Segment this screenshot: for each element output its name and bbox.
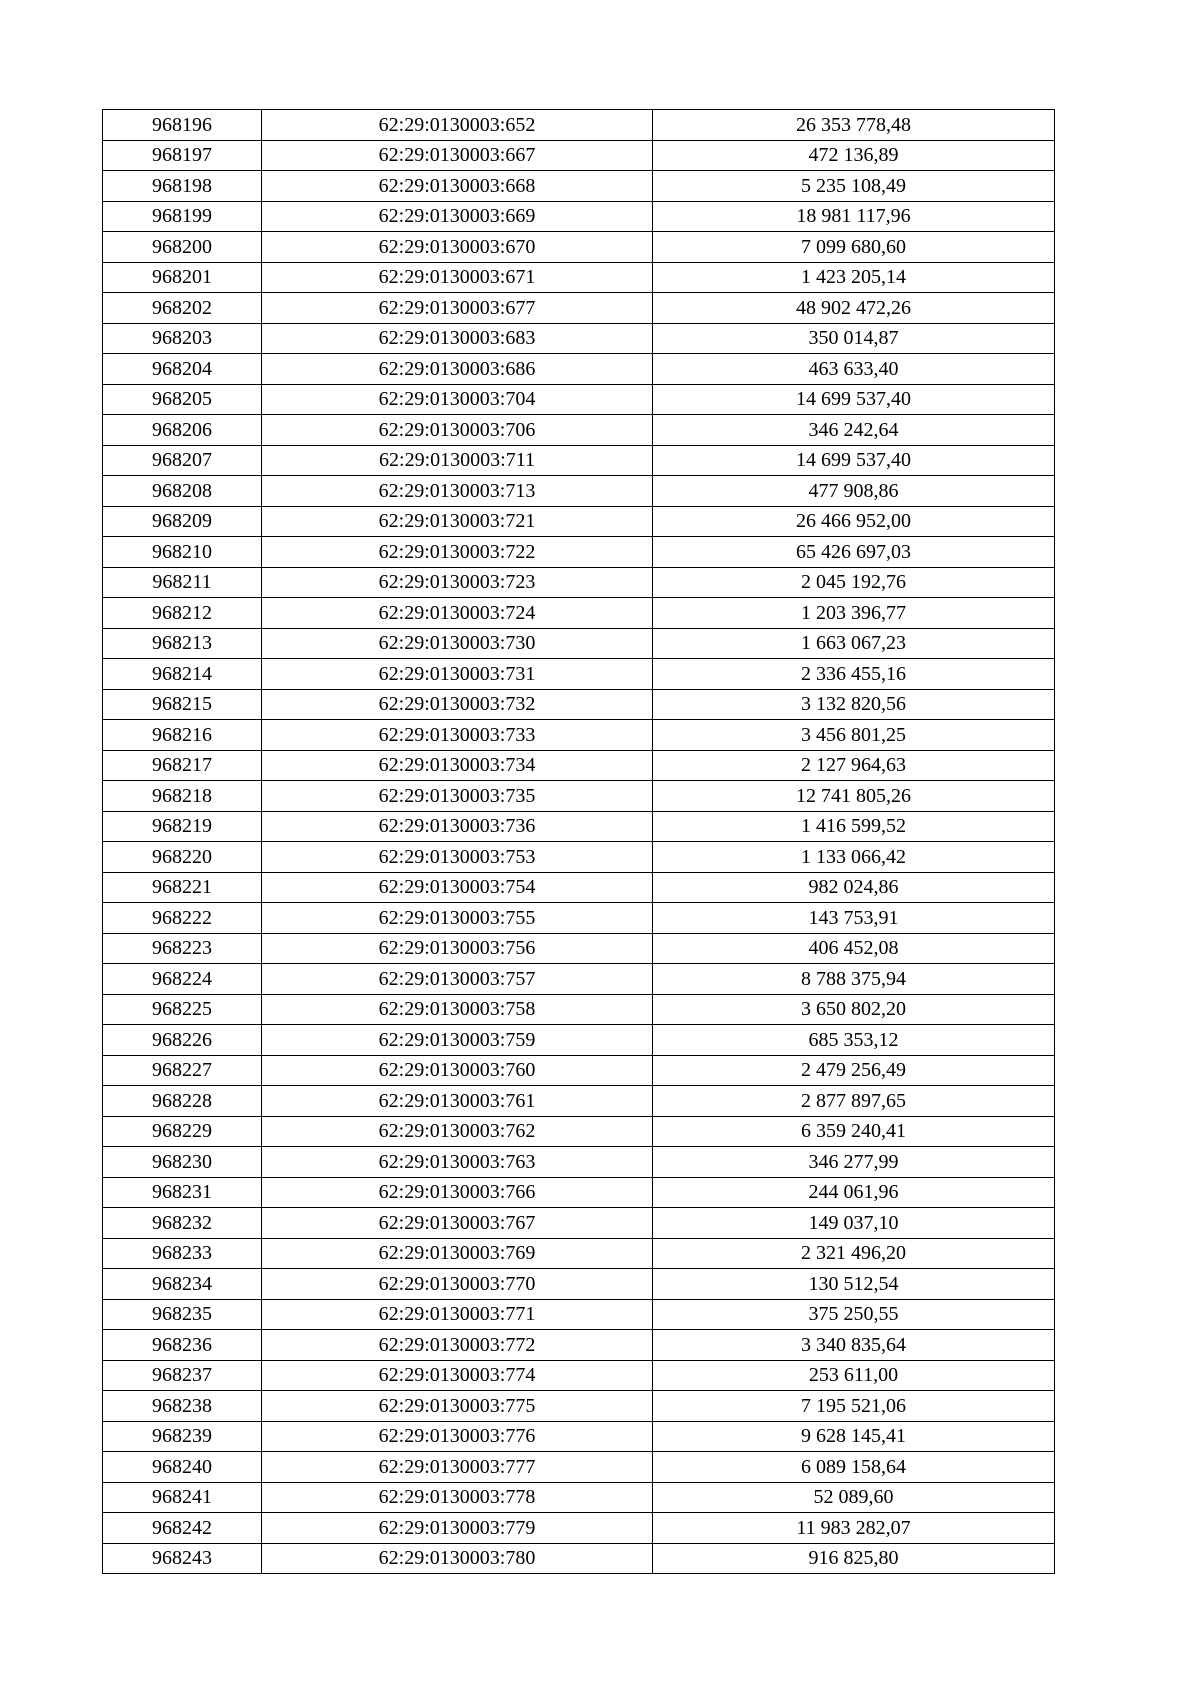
row-number-cell: 968218 (103, 781, 262, 812)
cadastral-number-cell: 62:29:0130003:753 (262, 842, 653, 873)
table-row (103, 598, 1055, 629)
cadastral-number-cell: 62:29:0130003:736 (262, 811, 653, 842)
value-cell: 1 133 066,42 (653, 842, 1055, 873)
cadastral-number-cell: 62:29:0130003:762 (262, 1116, 653, 1147)
cadastral-number-cell: 62:29:0130003:731 (262, 659, 653, 690)
table-row (103, 1543, 1055, 1574)
value-cell: 463 633,40 (653, 354, 1055, 385)
cadastral-number-cell: 62:29:0130003:669 (262, 201, 653, 232)
table-row (103, 1116, 1055, 1147)
cadastral-number-cell: 62:29:0130003:757 (262, 964, 653, 995)
row-number-cell: 968226 (103, 1025, 262, 1056)
value-cell: 14 699 537,40 (653, 384, 1055, 415)
cadastral-number-cell: 62:29:0130003:668 (262, 171, 653, 202)
table-row (103, 1330, 1055, 1361)
table-row (103, 354, 1055, 385)
table-row (103, 171, 1055, 202)
table-row (103, 1513, 1055, 1544)
value-cell: 149 037,10 (653, 1208, 1055, 1239)
table-row (103, 1452, 1055, 1483)
value-cell: 472 136,89 (653, 140, 1055, 171)
row-number-cell: 968217 (103, 750, 262, 781)
cadastral-number-cell: 62:29:0130003:771 (262, 1299, 653, 1330)
value-cell: 7 195 521,06 (653, 1391, 1055, 1422)
value-cell: 26 466 952,00 (653, 506, 1055, 537)
cadastral-number-cell: 62:29:0130003:677 (262, 293, 653, 324)
row-number-cell: 968203 (103, 323, 262, 354)
row-number-cell: 968214 (103, 659, 262, 690)
row-number-cell: 968209 (103, 506, 262, 537)
table-row (103, 720, 1055, 751)
cadastral-number-cell: 62:29:0130003:735 (262, 781, 653, 812)
table-row (103, 415, 1055, 446)
table-row (103, 506, 1055, 537)
value-cell: 3 132 820,56 (653, 689, 1055, 720)
row-number-cell: 968243 (103, 1543, 262, 1574)
cadastral-number-cell: 62:29:0130003:779 (262, 1513, 653, 1544)
cadastral-number-cell: 62:29:0130003:769 (262, 1238, 653, 1269)
table-row (103, 1055, 1055, 1086)
value-cell: 26 353 778,48 (653, 110, 1055, 141)
row-number-cell: 968208 (103, 476, 262, 507)
table-row (103, 1147, 1055, 1178)
cadastral-number-cell: 62:29:0130003:755 (262, 903, 653, 934)
table-row (103, 232, 1055, 263)
row-number-cell: 968202 (103, 293, 262, 324)
value-cell: 1 663 067,23 (653, 628, 1055, 659)
row-number-cell: 968207 (103, 445, 262, 476)
table-row (103, 811, 1055, 842)
row-number-cell: 968221 (103, 872, 262, 903)
value-cell: 3 456 801,25 (653, 720, 1055, 751)
cadastral-number-cell: 62:29:0130003:733 (262, 720, 653, 751)
row-number-cell: 968242 (103, 1513, 262, 1544)
row-number-cell: 968227 (103, 1055, 262, 1086)
cadastral-number-cell: 62:29:0130003:761 (262, 1086, 653, 1117)
row-number-cell: 968204 (103, 354, 262, 385)
value-cell: 375 250,55 (653, 1299, 1055, 1330)
value-cell: 130 512,54 (653, 1269, 1055, 1300)
value-cell: 9 628 145,41 (653, 1421, 1055, 1452)
cadastral-number-cell: 62:29:0130003:721 (262, 506, 653, 537)
row-number-cell: 968201 (103, 262, 262, 293)
cadastral-number-cell: 62:29:0130003:780 (262, 1543, 653, 1574)
row-number-cell: 968205 (103, 384, 262, 415)
row-number-cell: 968237 (103, 1360, 262, 1391)
data-table (102, 109, 1055, 1574)
value-cell: 6 359 240,41 (653, 1116, 1055, 1147)
value-cell: 685 353,12 (653, 1025, 1055, 1056)
table-row (103, 994, 1055, 1025)
row-number-cell: 968197 (103, 140, 262, 171)
cadastral-number-cell: 62:29:0130003:652 (262, 110, 653, 141)
row-number-cell: 968215 (103, 689, 262, 720)
value-cell: 244 061,96 (653, 1177, 1055, 1208)
cadastral-number-cell: 62:29:0130003:759 (262, 1025, 653, 1056)
table-row (103, 628, 1055, 659)
value-cell: 346 242,64 (653, 415, 1055, 446)
table-row (103, 781, 1055, 812)
value-cell: 143 753,91 (653, 903, 1055, 934)
row-number-cell: 968239 (103, 1421, 262, 1452)
cadastral-number-cell: 62:29:0130003:763 (262, 1147, 653, 1178)
row-number-cell: 968230 (103, 1147, 262, 1178)
row-number-cell: 968213 (103, 628, 262, 659)
value-cell: 916 825,80 (653, 1543, 1055, 1574)
row-number-cell: 968236 (103, 1330, 262, 1361)
table-row (103, 1482, 1055, 1513)
value-cell: 48 902 472,26 (653, 293, 1055, 324)
row-number-cell: 968222 (103, 903, 262, 934)
cadastral-number-cell: 62:29:0130003:683 (262, 323, 653, 354)
row-number-cell: 968220 (103, 842, 262, 873)
value-cell: 350 014,87 (653, 323, 1055, 354)
cadastral-number-cell: 62:29:0130003:772 (262, 1330, 653, 1361)
value-cell: 65 426 697,03 (653, 537, 1055, 568)
value-cell: 2 127 964,63 (653, 750, 1055, 781)
cadastral-number-cell: 62:29:0130003:776 (262, 1421, 653, 1452)
row-number-cell: 968196 (103, 110, 262, 141)
value-cell: 14 699 537,40 (653, 445, 1055, 476)
table-row (103, 567, 1055, 598)
value-cell: 6 089 158,64 (653, 1452, 1055, 1483)
value-cell: 7 099 680,60 (653, 232, 1055, 263)
cadastral-number-cell: 62:29:0130003:756 (262, 933, 653, 964)
value-cell: 18 981 117,96 (653, 201, 1055, 232)
table-row (103, 1086, 1055, 1117)
table-row (103, 110, 1055, 141)
row-number-cell: 968199 (103, 201, 262, 232)
cadastral-number-cell: 62:29:0130003:704 (262, 384, 653, 415)
table-row (103, 201, 1055, 232)
table-row (103, 323, 1055, 354)
value-cell: 3 340 835,64 (653, 1330, 1055, 1361)
row-number-cell: 968206 (103, 415, 262, 446)
row-number-cell: 968219 (103, 811, 262, 842)
cadastral-number-cell: 62:29:0130003:778 (262, 1482, 653, 1513)
row-number-cell: 968231 (103, 1177, 262, 1208)
row-number-cell: 968212 (103, 598, 262, 629)
cadastral-number-cell: 62:29:0130003:670 (262, 232, 653, 263)
table-row (103, 659, 1055, 690)
row-number-cell: 968233 (103, 1238, 262, 1269)
table-row (103, 1360, 1055, 1391)
row-number-cell: 968211 (103, 567, 262, 598)
table-row (103, 750, 1055, 781)
cadastral-number-cell: 62:29:0130003:774 (262, 1360, 653, 1391)
row-number-cell: 968210 (103, 537, 262, 568)
table-row (103, 964, 1055, 995)
table-row (103, 293, 1055, 324)
cadastral-number-cell: 62:29:0130003:722 (262, 537, 653, 568)
row-number-cell: 968234 (103, 1269, 262, 1300)
row-number-cell: 968228 (103, 1086, 262, 1117)
cadastral-number-cell: 62:29:0130003:686 (262, 354, 653, 385)
cadastral-number-cell: 62:29:0130003:734 (262, 750, 653, 781)
table-body (103, 110, 1055, 1574)
value-cell: 1 416 599,52 (653, 811, 1055, 842)
cadastral-number-cell: 62:29:0130003:732 (262, 689, 653, 720)
table-row (103, 1269, 1055, 1300)
value-cell: 477 908,86 (653, 476, 1055, 507)
row-number-cell: 968216 (103, 720, 262, 751)
value-cell: 2 877 897,65 (653, 1086, 1055, 1117)
value-cell: 11 983 282,07 (653, 1513, 1055, 1544)
table-row (103, 842, 1055, 873)
value-cell: 2 479 256,49 (653, 1055, 1055, 1086)
table-row (103, 384, 1055, 415)
cadastral-number-cell: 62:29:0130003:758 (262, 994, 653, 1025)
table-row (103, 1238, 1055, 1269)
value-cell: 3 650 802,20 (653, 994, 1055, 1025)
row-number-cell: 968198 (103, 171, 262, 202)
table-row (103, 1391, 1055, 1422)
cadastral-number-cell: 62:29:0130003:754 (262, 872, 653, 903)
row-number-cell: 968225 (103, 994, 262, 1025)
value-cell: 8 788 375,94 (653, 964, 1055, 995)
table-row (103, 140, 1055, 171)
table-row (103, 476, 1055, 507)
cadastral-number-cell: 62:29:0130003:766 (262, 1177, 653, 1208)
value-cell: 253 611,00 (653, 1360, 1055, 1391)
table-row (103, 872, 1055, 903)
value-cell: 5 235 108,49 (653, 171, 1055, 202)
row-number-cell: 968241 (103, 1482, 262, 1513)
cadastral-number-cell: 62:29:0130003:775 (262, 1391, 653, 1422)
cadastral-number-cell: 62:29:0130003:711 (262, 445, 653, 476)
cadastral-number-cell: 62:29:0130003:723 (262, 567, 653, 598)
cadastral-number-cell: 62:29:0130003:730 (262, 628, 653, 659)
cadastral-number-cell: 62:29:0130003:777 (262, 1452, 653, 1483)
table-row (103, 262, 1055, 293)
table-row (103, 903, 1055, 934)
table-row (103, 1299, 1055, 1330)
row-number-cell: 968238 (103, 1391, 262, 1422)
table-row (103, 1208, 1055, 1239)
value-cell: 1 203 396,77 (653, 598, 1055, 629)
table-row (103, 1177, 1055, 1208)
row-number-cell: 968235 (103, 1299, 262, 1330)
table-row (103, 689, 1055, 720)
cadastral-number-cell: 62:29:0130003:767 (262, 1208, 653, 1239)
row-number-cell: 968240 (103, 1452, 262, 1483)
table-row (103, 1421, 1055, 1452)
table-row (103, 537, 1055, 568)
cadastral-number-cell: 62:29:0130003:724 (262, 598, 653, 629)
cadastral-number-cell: 62:29:0130003:760 (262, 1055, 653, 1086)
table-row (103, 933, 1055, 964)
value-cell: 2 321 496,20 (653, 1238, 1055, 1269)
cadastral-number-cell: 62:29:0130003:713 (262, 476, 653, 507)
value-cell: 2 336 455,16 (653, 659, 1055, 690)
value-cell: 406 452,08 (653, 933, 1055, 964)
table-row (103, 1025, 1055, 1056)
cadastral-number-cell: 62:29:0130003:671 (262, 262, 653, 293)
row-number-cell: 968232 (103, 1208, 262, 1239)
value-cell: 1 423 205,14 (653, 262, 1055, 293)
row-number-cell: 968224 (103, 964, 262, 995)
value-cell: 346 277,99 (653, 1147, 1055, 1178)
value-cell: 982 024,86 (653, 872, 1055, 903)
value-cell: 52 089,60 (653, 1482, 1055, 1513)
cadastral-number-cell: 62:29:0130003:706 (262, 415, 653, 446)
value-cell: 12 741 805,26 (653, 781, 1055, 812)
row-number-cell: 968200 (103, 232, 262, 263)
cadastral-number-cell: 62:29:0130003:770 (262, 1269, 653, 1300)
row-number-cell: 968229 (103, 1116, 262, 1147)
value-cell: 2 045 192,76 (653, 567, 1055, 598)
cadastral-number-cell: 62:29:0130003:667 (262, 140, 653, 171)
row-number-cell: 968223 (103, 933, 262, 964)
table-row (103, 445, 1055, 476)
